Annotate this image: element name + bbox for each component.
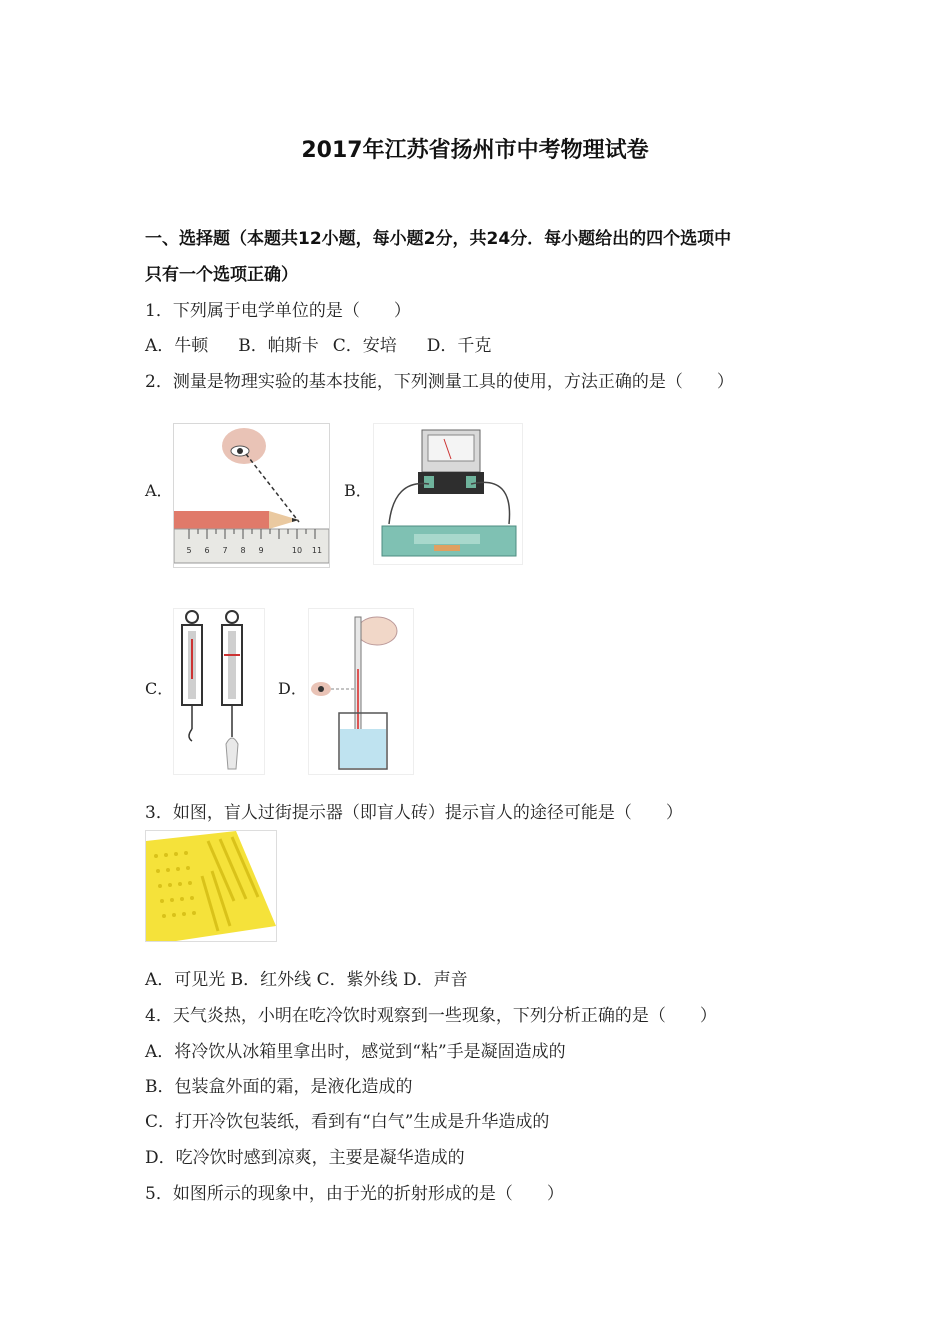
q1-option-d: D．千克 xyxy=(426,336,492,356)
section-heading-line2: 只有一个选项正确） xyxy=(145,265,298,285)
figure-thermometer-beaker xyxy=(308,608,414,775)
q4-stem: 4．天气炎热，小明在吃冷饮时观察到一些现象，下列分析正确的是（ ） xyxy=(145,1006,717,1026)
q4-option-c: C．打开冷饮包装纸，看到有“白气”生成是升华造成的 xyxy=(145,1112,550,1132)
q2-label-d: D． xyxy=(278,679,307,698)
q5-stem: 5．如图所示的现象中，由于光的折射形成的是（ ） xyxy=(145,1184,564,1204)
figure-pencil-ruler xyxy=(173,423,330,568)
q1-options xyxy=(145,331,491,356)
q4-option-b: B．包装盒外面的霜，是液化造成的 xyxy=(145,1077,413,1097)
ruler-tick-label: 5 xyxy=(186,546,192,555)
q2-label-b: B． xyxy=(344,481,372,500)
figure-tactile-paving xyxy=(145,830,277,942)
q4-option-d: D．吃冷饮时感到凉爽，主要是凝华造成的 xyxy=(145,1148,465,1168)
ruler-tick-label: 11 xyxy=(311,546,323,555)
ruler-tick-label: 7 xyxy=(222,546,228,555)
ruler-tick-label: 6 xyxy=(204,546,210,555)
page-title: 2017年江苏省扬州市中考物理试卷 xyxy=(301,138,649,163)
ruler-tick-label: 9 xyxy=(258,546,264,555)
figure-spring-scales xyxy=(173,608,265,775)
ruler-tick-label: 10 xyxy=(291,546,303,555)
q1-option-a: A．牛顿 xyxy=(145,336,209,356)
q4-option-a: A．将冷饮从冰箱里拿出时，感觉到“粘”手是凝固造成的 xyxy=(145,1042,566,1062)
q1-option-c: C．安培 xyxy=(332,336,397,356)
q3-options: A．可见光 B．红外线 C．紫外线 D．声音 xyxy=(145,970,468,990)
figure-ammeter-circuit xyxy=(373,423,523,565)
q2-label-c: C． xyxy=(145,679,174,698)
q2-label-a: A． xyxy=(145,481,173,500)
section-heading-line1: 一、选择题（本题共12小题，每小题2分，共24分．每小题给出的四个选项中 xyxy=(145,229,732,249)
q1-stem: 1．下列属于电学单位的是（ ） xyxy=(145,301,411,321)
ruler-tick-label: 8 xyxy=(240,546,246,555)
q2-stem: 2．测量是物理实验的基本技能，下列测量工具的使用，方法正确的是（ ） xyxy=(145,372,734,392)
q3-stem: 3．如图，盲人过街提示器（即盲人砖）提示盲人的途径可能是（ ） xyxy=(145,803,683,823)
q1-option-b: B．帕斯卡 xyxy=(238,336,319,356)
